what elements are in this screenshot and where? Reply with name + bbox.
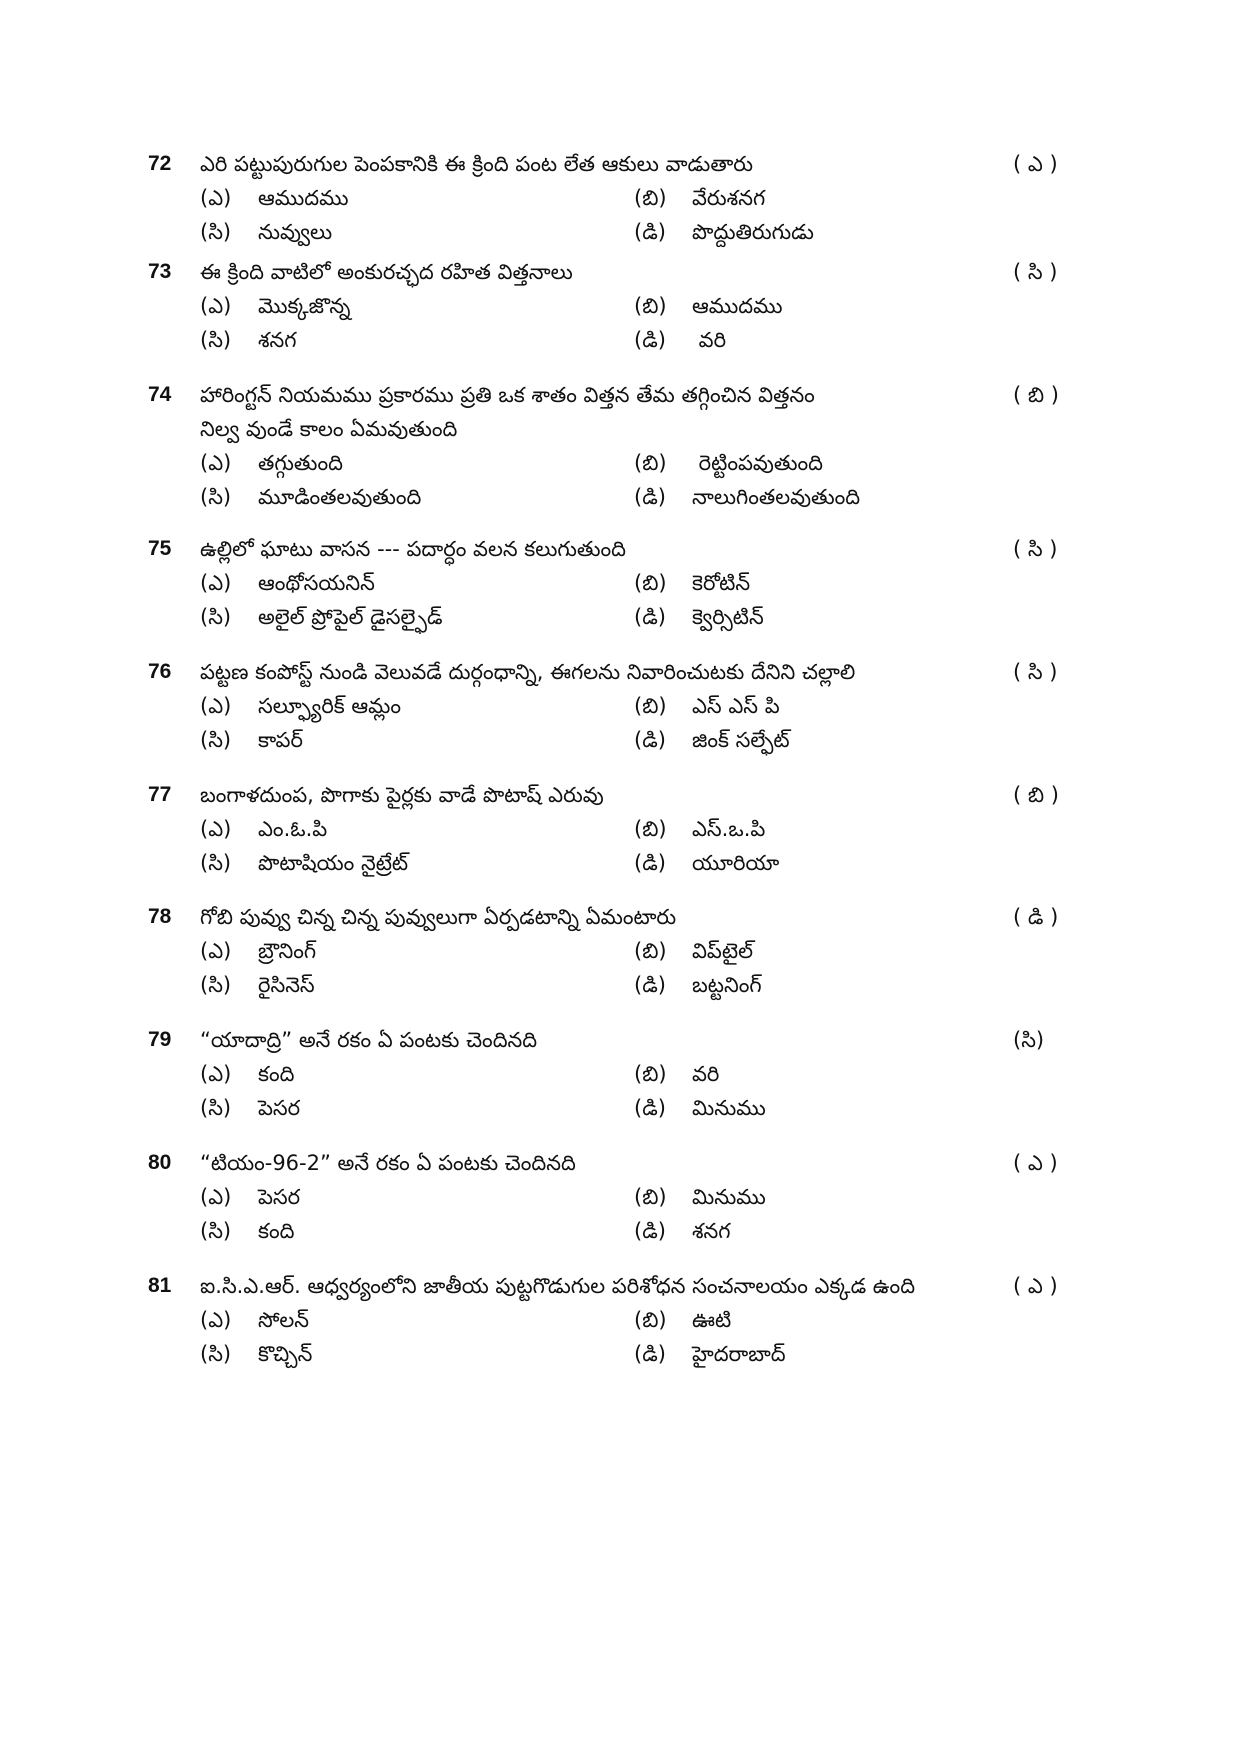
question-text: గోబి పువ్వు చిన్న చిన్న పువ్వులుగా ఏర్పడటాన్ని ఏమంటారు [200, 905, 677, 929]
answer-key: ( డి ) [1013, 905, 1059, 929]
option-a: (ఎ) పెసర [200, 1185, 301, 1209]
answer-key: ( బి ) [1013, 383, 1059, 407]
question-text: హారింగ్టన్ నియమము ప్రకారము ప్రతి ఒక శాతం విత్తన తేమ తగ్గించిన విత్తనం [200, 383, 815, 407]
question-text: “యాదాద్రి” అనే రకం ఏ పంటకు చెందినది [200, 1028, 538, 1052]
option-b: (బి) ఎస్ ఎస్ పి [634, 694, 780, 718]
question-block [148, 1146, 1088, 1248]
question-block [148, 147, 1088, 249]
question-number: 77 [148, 783, 172, 806]
question-block [148, 900, 1088, 1002]
answer-key: ( ఎ ) [1013, 152, 1058, 176]
option-d: (డి) పొద్దుతిరుగుడు [634, 220, 814, 244]
option-b: (బి) మినుము [634, 1185, 766, 1209]
option-b: (బి) వేరుశనగ [634, 186, 766, 210]
answer-key: ( సి ) [1013, 260, 1058, 284]
option-c: (సి) పెసర [200, 1096, 301, 1120]
question-block [148, 255, 1088, 357]
question-number: 81 [148, 1274, 172, 1297]
question-text: ఐ.సి.ఎ.ఆర్. ఆధ్వర్యంలోని జాతీయ పుట్టగొడుగుల పరిశోధన సంచనాలయం ఎక్కడ ఉంది [200, 1274, 916, 1298]
question-text: బంగాళదుంప, పొగాకు పైర్లకు వాడే పొటాష్ ఎరువు [200, 783, 604, 807]
question-block [148, 655, 1088, 757]
question-number: 75 [148, 537, 172, 560]
option-d: (డి) క్వెర్సిటిన్ [634, 605, 764, 629]
question-block [148, 378, 1088, 514]
option-a: (ఎ) ఎం.ఓ.పి [200, 817, 328, 841]
option-a: (ఎ) ఆముదము [200, 186, 349, 210]
question-number: 79 [148, 1028, 172, 1051]
question-number: 74 [148, 383, 172, 406]
option-c: (సి) శనగ [200, 328, 297, 352]
option-d: (డి) యూరియా [634, 851, 780, 875]
question-text: “టియం-96-2” అనే రకం ఏ పంటకు చెందినది [200, 1151, 576, 1175]
option-d: (డి) హైదరాబాద్ [634, 1342, 786, 1366]
option-d: (డి) జింక్ సల్ఫేట్ [634, 728, 790, 752]
question-block [148, 532, 1088, 634]
question-number: 78 [148, 905, 172, 928]
answer-key: (సి) [1013, 1028, 1045, 1052]
option-c: (సి) రైసినెస్ [200, 973, 315, 997]
option-d: (డి) వరి [634, 328, 727, 352]
option-d: (డి) శనగ [634, 1219, 731, 1243]
option-b: (బి) రెట్టింపవుతుంది [634, 451, 823, 475]
question-number: 80 [148, 1151, 172, 1174]
option-b: (బి) కెరోటిన్ [634, 571, 751, 595]
option-c: (సి) కొచ్చిన్ [200, 1342, 313, 1366]
option-b: (బి) ఆముదము [634, 294, 783, 318]
option-d: (డి) నాలుగింతలవుతుంది [634, 485, 861, 509]
option-d: (డి) మినుము [634, 1096, 766, 1120]
question-text-continued: నిల్వ వుండే కాలం ఏమవుతుంది [200, 417, 458, 441]
option-a: (ఎ) ఆంథోసయనిన్ [200, 571, 375, 595]
answer-key: ( సి ) [1013, 537, 1058, 561]
answer-key: ( ఎ ) [1013, 1274, 1058, 1298]
question-text: ఉల్లిలో ఘాటు వాసన --- పదార్ధం వలన కలుగుతుంది [200, 537, 626, 561]
question-block [148, 1023, 1088, 1125]
option-a: (ఎ) తగ్గుతుంది [200, 451, 343, 475]
option-c: (సి) నువ్వులు [200, 220, 333, 244]
question-number: 72 [148, 152, 172, 175]
option-b: (బి) వరి [634, 1062, 720, 1086]
option-d: (డి) బట్టనింగ్ [634, 973, 762, 997]
option-c: (సి) అలైల్ ప్రోపైల్ డైసల్ఫైడ్ [200, 605, 443, 629]
option-c: (సి) మూడింతలవుతుంది [200, 485, 422, 509]
option-b: (బి) ఎస్.ఒ.పి [634, 817, 766, 841]
answer-key: ( ఎ ) [1013, 1151, 1058, 1175]
question-text: ఎరి పట్టుపురుగుల పెంపకానికి ఈ క్రింది పంట లేత ఆకులు వాడుతారు [200, 152, 753, 176]
question-number: 76 [148, 660, 172, 683]
option-c: (సి) కాపర్ [200, 728, 303, 752]
question-text: పట్టణ కంపోస్ట్ నుండి వెలువడే దుర్గంధాన్ని, ఈగలను నివారించుటకు దేనిని చల్లాలి [200, 660, 856, 684]
question-text: ఈ క్రింది వాటిలో అంకురచ్ఛద రహిత విత్తనాలు [200, 260, 573, 284]
question-number: 73 [148, 260, 172, 283]
option-a: (ఎ) బ్రౌనింగ్ [200, 939, 317, 963]
question-block [148, 1269, 1088, 1371]
answer-key: ( బి ) [1013, 783, 1059, 807]
option-b: (బి) ఊటి [634, 1308, 732, 1332]
option-a: (ఎ) మొక్కజొన్న [200, 294, 351, 318]
answer-key: ( సి ) [1013, 660, 1058, 684]
question-block [148, 778, 1088, 880]
option-a: (ఎ) సల్ఫ్యూరిక్ ఆమ్లం [200, 694, 402, 718]
option-a: (ఎ) కంది [200, 1062, 295, 1086]
option-c: (సి) పొటాషియం నైట్రేట్ [200, 851, 409, 875]
option-a: (ఎ) సోలన్ [200, 1308, 310, 1332]
option-c: (సి) కంది [200, 1219, 295, 1243]
option-b: (బి) విప్‌టైల్ [634, 939, 753, 963]
